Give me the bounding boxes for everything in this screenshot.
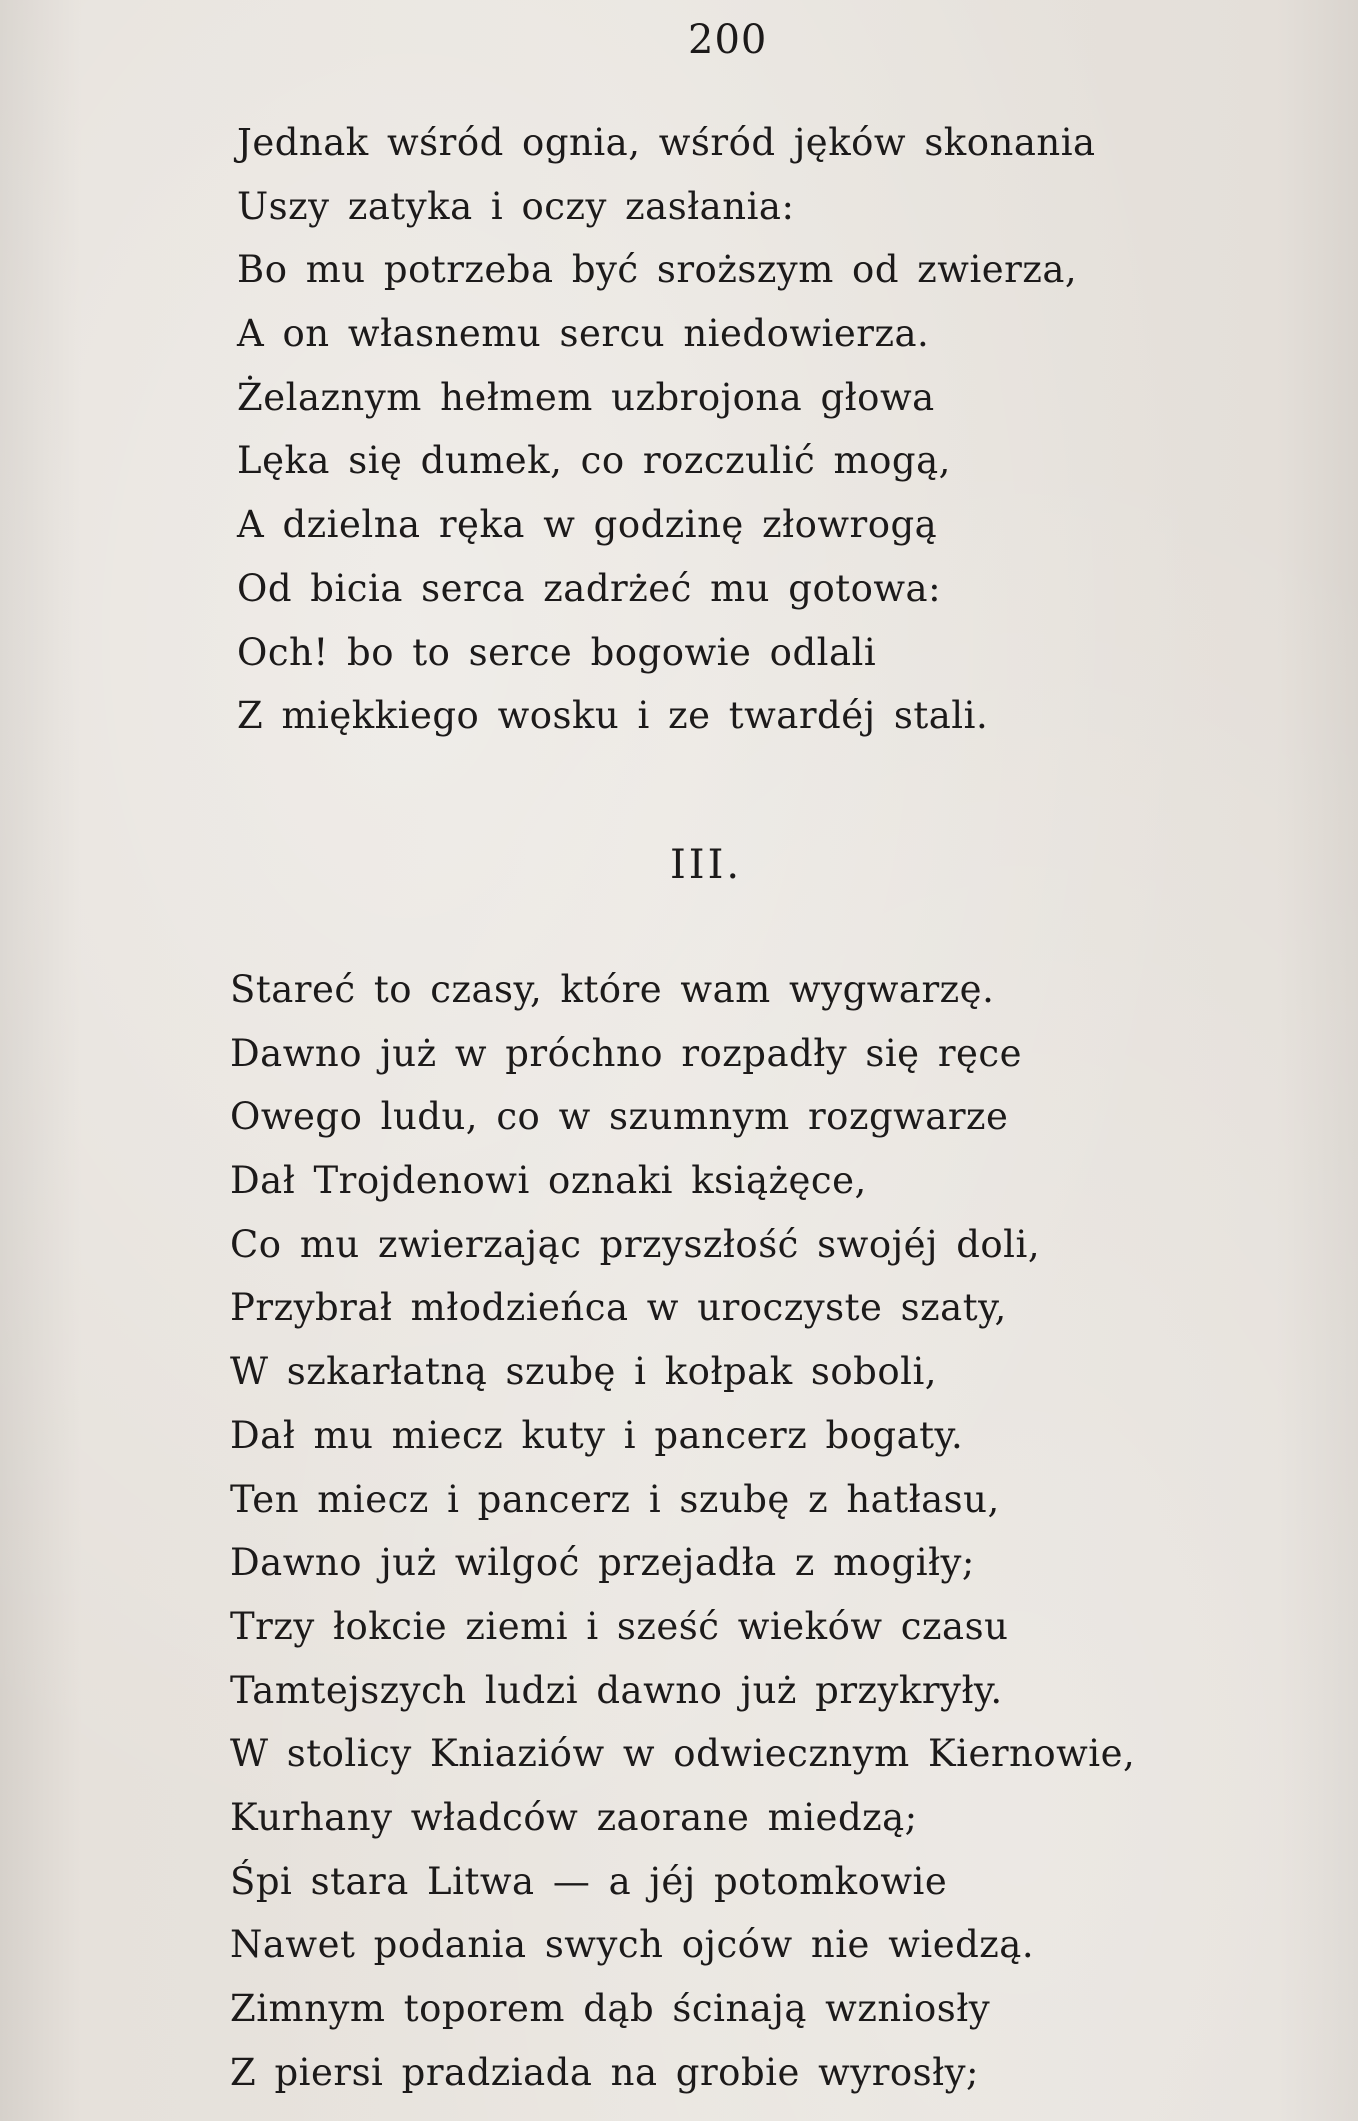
verse-line: Ten miecz i pancerz i szubę z hatłasu, (230, 1477, 1000, 1521)
section-heading: III. (670, 842, 743, 888)
verse-line: Przybrał młodzieńca w uroczyste szaty, (230, 1286, 1007, 1330)
verse-line: A on własnemu sercu niedowierza. (237, 312, 930, 356)
page-number: 200 (688, 17, 768, 63)
verse-line: Bo mu potrzeba być sroższym od zwierza, (237, 248, 1078, 292)
verse-line: Lęka się dumek, co rozczulić mogą, (237, 439, 951, 483)
verse-line: Kurhany władców zaorane miedzą; (230, 1795, 918, 1839)
stanza-2 (230, 958, 1135, 2104)
verse-line: W szkarłatną szubę i kołpak soboli, (230, 1350, 938, 1394)
verse-line: Owego ludu, co w szumnym rozgwarze (230, 1095, 1009, 1139)
verse-line: Dał Trojdenowi oznaki książęce, (230, 1159, 867, 1203)
verse-line: Nawet podania swych ojców nie wiedzą. (230, 1923, 1035, 1967)
verse-line: Z miękkiego wosku i ze twardéj stali. (237, 694, 989, 738)
verse-line: Śpi stara Litwa — a jéj potomkowie (230, 1859, 948, 1903)
verse-line: Dawno już w próchno rozpadły się ręce (230, 1031, 1023, 1075)
verse-line: Jednak wśród ognia, wśród jęków skonania (237, 121, 1096, 164)
verse-line: Och! bo to serce bogowie odlali (237, 630, 877, 674)
verse-line: Z piersi pradziada na grobie wyrosły; (230, 2050, 980, 2094)
verse-line: Dawno już wilgoć przejadła z mogiły; (230, 1541, 975, 1585)
verse-line: W stolicy Kniaziów w odwiecznym Kiernowie, (230, 1732, 1136, 1776)
verse-line: Tamtejszych ludzi dawno już przykryły. (230, 1668, 1003, 1712)
verse-line: Żelaznym hełmem uzbrojona głowa (237, 375, 935, 419)
verse-line: Co mu zwierzając przyszłość swojéj doli, (230, 1222, 1041, 1266)
verse-line: Stareć to czasy, które wam wygwarzę. (230, 968, 995, 1011)
verse-line: Od bicia serca zadrżeć mu gotowa: (237, 566, 942, 610)
verse-line: A dzielna ręka w godzinę złowrogą (237, 503, 938, 547)
verse-line: Uszy zatyka i oczy zasłania: (237, 184, 795, 228)
verse-line: Zimnym toporem dąb ścinają wzniosły (230, 1987, 991, 2030)
verse-line: Trzy łokcie ziemi i sześć wieków czasu (230, 1604, 1009, 1648)
verse-line: Dał mu miecz kuty i pancerz bogaty. (230, 1413, 964, 1457)
stanza-1 (237, 111, 1096, 748)
